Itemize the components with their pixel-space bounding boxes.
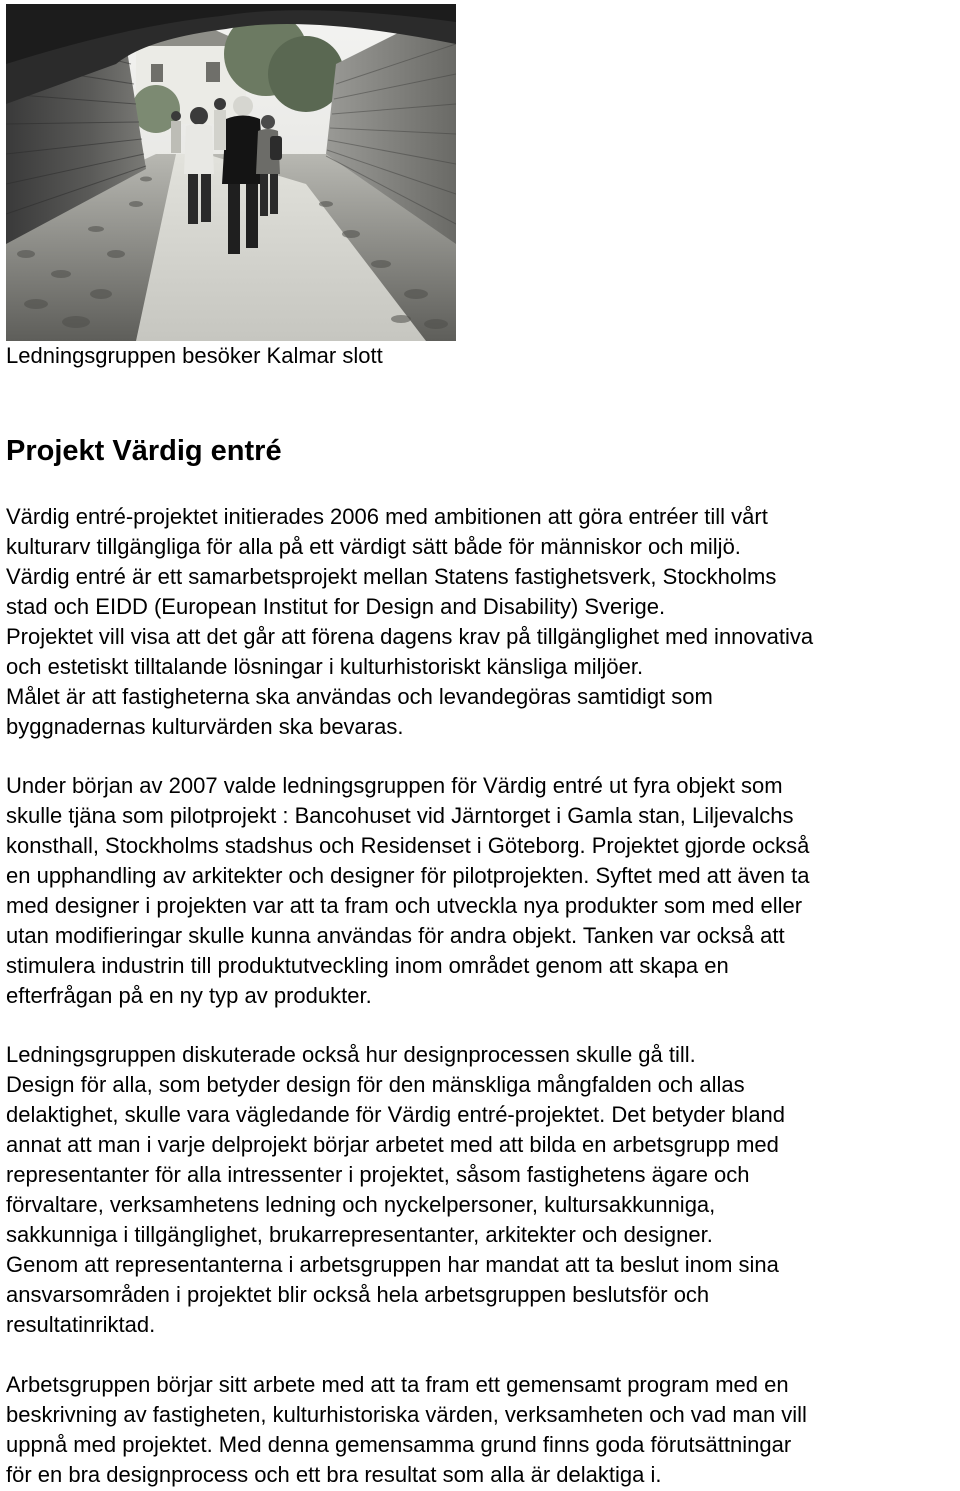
paragraph-line: och estetiskt tilltalande lösningar i kulturhistoriskt känsliga miljöer. — [6, 654, 644, 679]
paragraph-line: uppnå med projektet. Med denna gemensamma grund finns goda förutsättningar — [6, 1432, 792, 1457]
paragraph-line: Målet är att fastigheterna ska användas och levandegöras samtidigt som — [6, 684, 713, 709]
paragraph-line: byggnadernas kulturvärden ska bevaras. — [6, 714, 404, 739]
paragraph-line: Genom att representanterna i arbetsgruppen har mandat att ta beslut inom sina — [6, 1252, 779, 1277]
paragraph-line: Ledningsgruppen diskuterade också hur designprocessen skulle gå till. — [6, 1042, 696, 1067]
paragraph-line: sakkunniga i tillgänglighet, brukarrepresentanter, arkitekter och designer. — [6, 1222, 713, 1247]
paragraph-line: med designer i projekten var att ta fram och utveckla nya produkter som med eller — [6, 893, 803, 918]
paragraph-line: Under början av 2007 valde ledningsgruppen för Värdig entré ut fyra objekt som — [6, 773, 783, 798]
paragraph-line: representanter för alla intressenter i projektet, såsom fastighetens ägare och — [6, 1162, 750, 1187]
paragraph-line: kulturarv tillgängliga för alla på ett värdigt sätt både för människor och miljö. — [6, 534, 741, 559]
paragraph-line: för en bra designprocess och ett bra resultat som alla är delaktiga i. — [6, 1462, 662, 1487]
paragraph-line: Värdig entré-projektet initierades 2006 med ambitionen att göra entréer till vårt — [6, 504, 768, 529]
paragraph-intro — [6, 502, 956, 742]
paragraph-line: utan modifieringar skulle kunna användas för andra objekt. Tanken var också att — [6, 923, 785, 948]
paragraph-line: förvaltare, verksamhetens ledning och nyckelpersoner, kultursakkunniga, — [6, 1192, 716, 1217]
photo-caption: Ledningsgruppen besöker Kalmar slott — [6, 343, 383, 368]
paragraph-pilot-projects — [6, 771, 956, 1011]
paragraph-line: Arbetsgruppen börjar sitt arbete med att ta fram ett gemensamt program med en — [6, 1372, 789, 1397]
paragraph-line: resultatinriktad. — [6, 1312, 156, 1337]
paragraph-line: Värdig entré är ett samarbetsprojekt mellan Statens fastighetsverk, Stockholms — [6, 564, 777, 589]
paragraph-line: konsthall, Stockholms stadshus och Residenset i Göteborg. Projektet gjorde också — [6, 833, 810, 858]
paragraph-design-process — [6, 1040, 956, 1340]
page-title: Projekt Värdig entré — [6, 435, 282, 467]
paragraph-line: stad och EIDD (European Institut for Design and Disability) Sverige. — [6, 594, 666, 619]
paragraph-line: skulle tjäna som pilotprojekt : Bancohuset vid Järntorget i Gamla stan, Liljevalchs — [6, 803, 794, 828]
paragraph-line: en upphandling av arkitekter och designer för pilotprojekten. Syftet med att även ta — [6, 863, 810, 888]
photo-archway-passage — [6, 4, 456, 341]
paragraph-line: Projektet vill visa att det går att förena dagens krav på tillgänglighet med innovativa — [6, 624, 814, 649]
paragraph-line: annat att man i varje delprojekt börjar arbetet med att bilda en arbetsgrupp med — [6, 1132, 779, 1157]
photo-illustration — [6, 4, 456, 341]
paragraph-line: ansvarsområden i projektet blir också hela arbetsgruppen beslutsför och — [6, 1282, 710, 1307]
paragraph-line: beskrivning av fastigheten, kulturhistoriska värden, verksamheten och vad man vill — [6, 1402, 807, 1427]
paragraph-line: stimulera industrin till produktutveckling inom området genom att skapa en — [6, 953, 729, 978]
paragraph-line: delaktighet, skulle vara vägledande för Värdig entré-projektet. Det betyder bland — [6, 1102, 786, 1127]
paragraph-work-group — [6, 1370, 956, 1490]
paragraph-line: Design för alla, som betyder design för den mänskliga mångfalden och allas — [6, 1072, 745, 1097]
paragraph-line: efterfrågan på en ny typ av produkter. — [6, 983, 372, 1008]
